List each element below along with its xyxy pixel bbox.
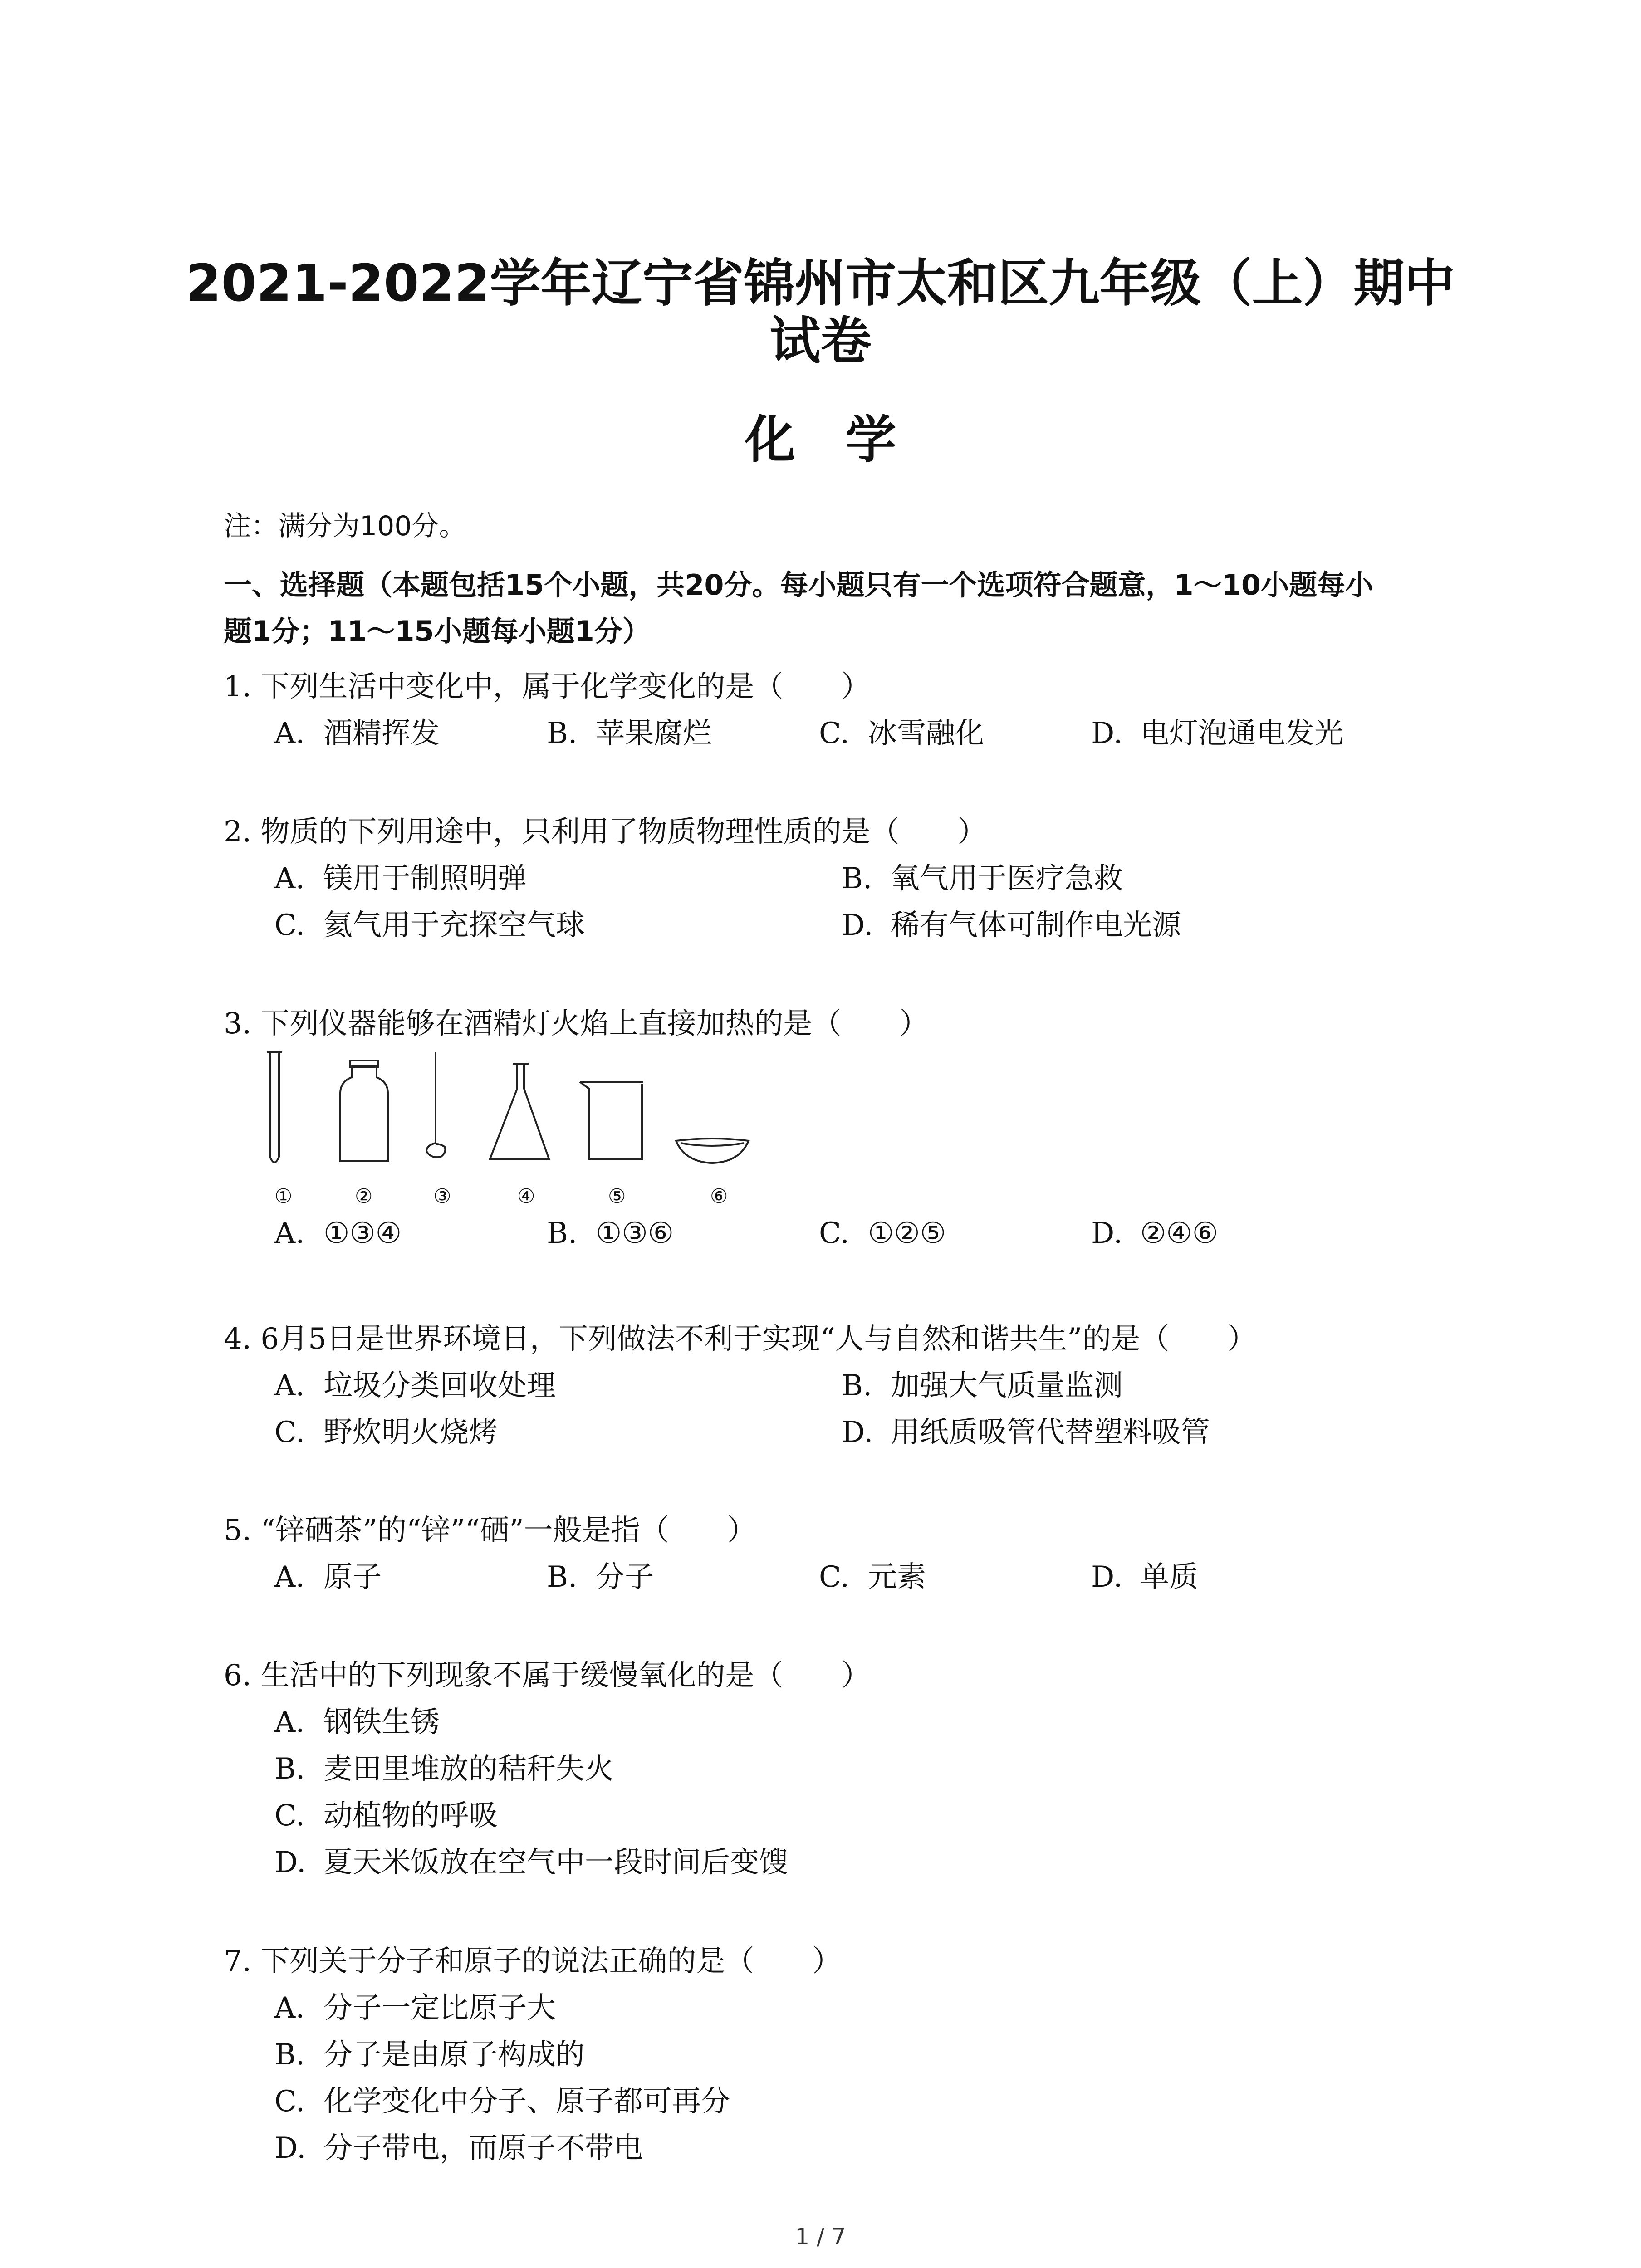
option-label: D. [842, 909, 873, 942]
question-6-stem: 6. 生活中的下列现象不属于缓慢氧化的是（ ） [224, 1659, 871, 1692]
question-6-option-a[interactable] [274, 1699, 440, 1740]
question-1-option-c[interactable] [819, 710, 984, 752]
question-6-option-d[interactable] [274, 1839, 788, 1881]
question-2-option-c[interactable] [274, 902, 585, 943]
score-note: 注：满分为100分。 [224, 510, 466, 542]
option-text: 冰雪融化 [868, 717, 984, 750]
option-text: 苹果腐烂 [596, 717, 712, 750]
option-text: 分子一定比原子大 [323, 1991, 556, 2025]
option-text: 镁用于制照明弹 [323, 862, 527, 895]
question-7-option-d[interactable] [274, 2125, 643, 2166]
question-5-option-d[interactable] [1091, 1554, 1198, 1595]
option-label: C. [274, 909, 305, 942]
question-7-option-c[interactable] [274, 2078, 730, 2120]
option-label: A. [274, 1560, 305, 1594]
option-text: 钢铁生锈 [323, 1706, 440, 1739]
question-7-option-b[interactable] [274, 2031, 585, 2073]
question-7-option-a[interactable] [274, 1984, 556, 2026]
apparatus-label-3: ③ [433, 1185, 451, 1208]
question-1-stem: 1. 下列生活中变化中，属于化学变化的是（ ） [224, 670, 871, 704]
option-label: C. [819, 1217, 850, 1250]
question-3-option-c[interactable] [819, 1217, 946, 1250]
question-7-stem: 7. 下列关于分子和原子的说法正确的是（ ） [224, 1945, 842, 1978]
option-text: ①③④ [323, 1217, 402, 1250]
option-label: A. [274, 1991, 305, 2025]
section-heading-line1: 一、选择题（本题包括15个小题，共20分。每小题只有一个选项符合题意，1～10小题每小 [224, 568, 1373, 601]
question-4-option-b[interactable] [842, 1362, 1123, 1404]
conical-flask-icon [490, 1064, 549, 1159]
question-2-stem: 2. 物质的下列用途中，只利用了物质物理性质的是（ ） [224, 815, 987, 849]
option-label: B. [547, 1560, 578, 1594]
option-text: 分子 [596, 1560, 654, 1594]
page-number: 1 / 7 [795, 2224, 846, 2250]
option-label: C. [274, 1416, 305, 1449]
apparatus-label-4: ④ [517, 1185, 535, 1208]
option-text: ②④⑥ [1140, 1217, 1219, 1250]
test-tube-icon [270, 1052, 279, 1163]
question-4-option-d[interactable] [842, 1409, 1210, 1451]
apparatus-label-2: ② [355, 1185, 373, 1208]
option-label: C. [274, 2085, 305, 2118]
question-1-option-a[interactable] [274, 710, 440, 752]
option-text: 动植物的呼吸 [323, 1799, 498, 1833]
option-label: B. [547, 717, 578, 750]
option-label: B. [274, 1752, 305, 1786]
option-label: C. [819, 717, 850, 750]
option-label: B. [842, 862, 872, 895]
option-text: 化学变化中分子、原子都可再分 [323, 2085, 730, 2118]
evaporating-dish-icon [676, 1139, 749, 1163]
option-label: B. [274, 2038, 305, 2072]
option-text: 麦田里堆放的秸秆失火 [323, 1752, 614, 1786]
combustion-spoon-icon [426, 1052, 445, 1157]
question-3-option-b[interactable] [547, 1217, 674, 1250]
option-text: 加强大气质量监测 [891, 1369, 1123, 1403]
option-text: 夏天米饭放在空气中一段时间后变馊 [323, 1846, 788, 1879]
option-text: 酒精挥发 [323, 717, 440, 750]
question-3-option-d[interactable] [1091, 1217, 1218, 1250]
option-text: 垃圾分类回收处理 [323, 1369, 556, 1403]
question-4-option-c[interactable] [274, 1409, 498, 1451]
option-label: A. [274, 1217, 305, 1250]
question-6-option-c[interactable] [274, 1792, 498, 1834]
question-2-option-b[interactable] [842, 855, 1123, 897]
apparatus-label-5: ⑤ [608, 1185, 626, 1208]
option-text: 电灯泡通电发光 [1140, 717, 1343, 750]
question-1-option-d[interactable] [1091, 710, 1343, 752]
option-label: A. [274, 717, 305, 750]
question-6-option-b[interactable] [274, 1745, 614, 1787]
option-text: 稀有气体可制作电光源 [891, 909, 1181, 942]
option-text: 野炊明火烧烤 [323, 1416, 498, 1449]
option-label: D. [1091, 717, 1123, 750]
option-text: 氦气用于充探空气球 [323, 909, 585, 942]
option-label: D. [274, 2131, 306, 2165]
beaker-icon [580, 1082, 642, 1159]
option-text: ①②⑤ [868, 1217, 946, 1250]
option-label: B. [842, 1369, 872, 1403]
option-label: C. [274, 1799, 305, 1833]
option-label: A. [274, 862, 305, 895]
question-5-option-a[interactable] [274, 1554, 382, 1595]
option-label: D. [1091, 1217, 1123, 1250]
option-text: 分子是由原子构成的 [323, 2038, 585, 2072]
question-4-stem: 4. 6月5日是世界环境日，下列做法不利于实现“人与自然和谐共生”的是（ ） [224, 1322, 1257, 1356]
question-3-stem: 3. 下列仪器能够在酒精灯火焰上直接加热的是（ ） [224, 1007, 929, 1041]
option-text: 单质 [1140, 1560, 1198, 1594]
option-label: D. [842, 1416, 873, 1449]
question-2-option-a[interactable] [274, 855, 527, 897]
reagent-bottle-icon [340, 1066, 388, 1161]
option-label: B. [547, 1217, 578, 1250]
question-4-option-a[interactable] [274, 1362, 556, 1404]
option-label: C. [819, 1560, 850, 1594]
exam-title-line2: 试卷 [769, 312, 872, 371]
question-3-option-a[interactable] [274, 1217, 402, 1250]
option-label: A. [274, 1706, 305, 1739]
option-text: 元素 [868, 1560, 926, 1594]
section-heading-line2: 题1分；11～15小题每小题1分） [224, 615, 651, 648]
question-5-option-c[interactable] [819, 1554, 926, 1595]
option-label: D. [1091, 1560, 1123, 1594]
option-text: 原子 [323, 1560, 382, 1594]
option-text: ①③⑥ [596, 1217, 674, 1250]
question-1-option-b[interactable] [547, 710, 712, 752]
question-5-option-b[interactable] [547, 1554, 654, 1595]
subject-heading: 化学 [745, 411, 946, 469]
question-5-stem: 5. “锌硒茶”的“锌”“硒”一般是指（ ） [224, 1514, 756, 1547]
apparatus-label-1: ① [274, 1185, 293, 1208]
lab-apparatus-figure [254, 1043, 789, 1179]
option-label: D. [274, 1846, 306, 1879]
exam-title-line1: 2021-2022学年辽宁省锦州市太和区九年级（上）期中 [186, 254, 1455, 313]
apparatus-label-6: ⑥ [710, 1185, 728, 1208]
option-text: 氧气用于医疗急救 [891, 862, 1123, 895]
option-text: 分子带电，而原子不带电 [323, 2131, 643, 2165]
option-label: A. [274, 1369, 305, 1403]
option-text: 用纸质吸管代替塑料吸管 [891, 1416, 1210, 1449]
question-2-option-d[interactable] [842, 902, 1181, 943]
